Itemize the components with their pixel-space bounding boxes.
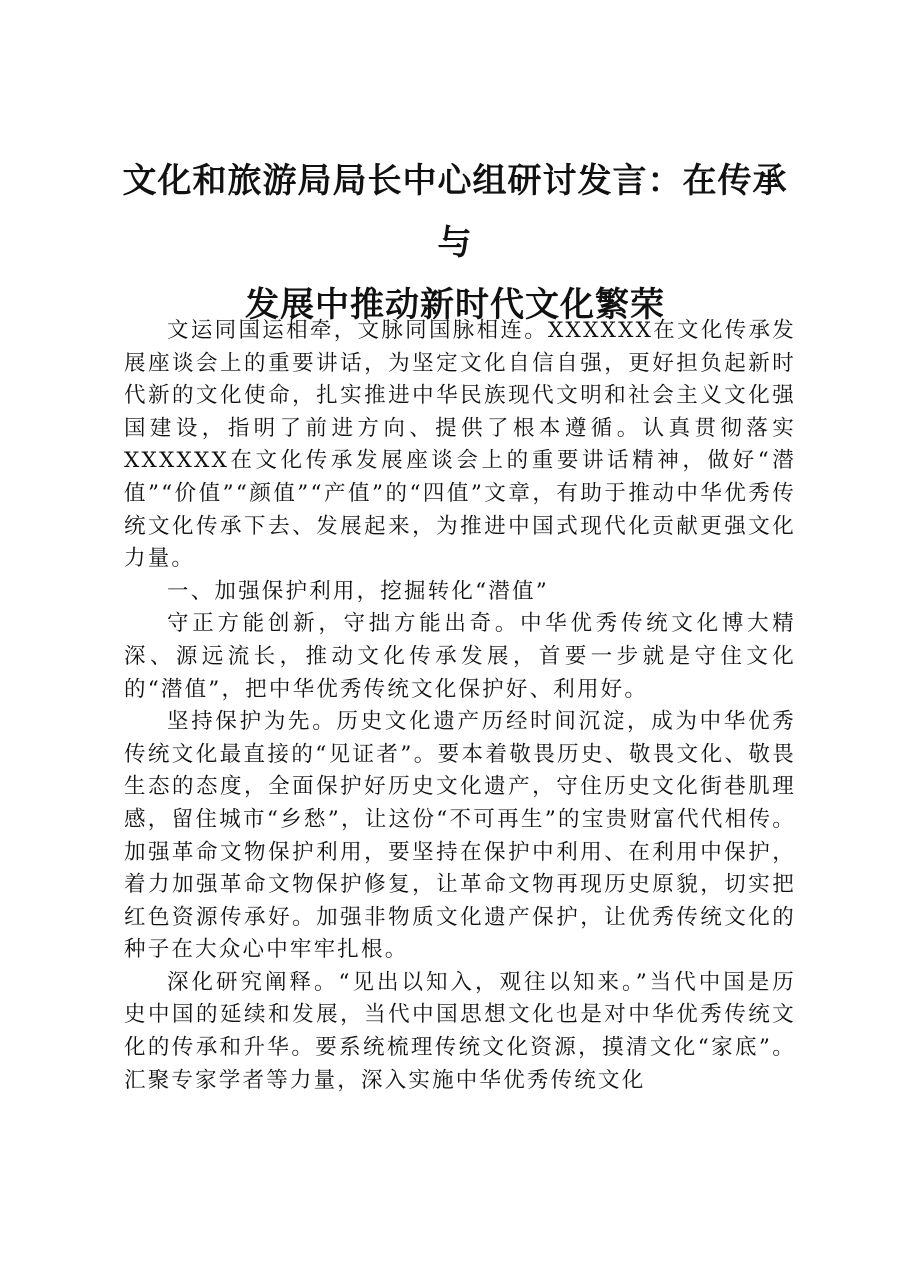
title-line-2: 发展中推动新时代文化繁荣 <box>245 285 665 325</box>
paragraph: 坚持保护为先。历史文化遗产历经时间沉淀，成为中华优秀传统文化最直接的“见证者”。要本着敬畏历史、敬畏文化、敬畏生态的态度，全面保护好历史文化遗产，守住历史文化街巷肌理感，留住城市“乡愁”，让这份“不可再生”的宝贵财富代代相传。加强革命文物保护利用，要坚持在保护中利用、在利用中保护，着力加强革命文物保护修复，让革命文物再现历史原貌，切实把红色资源传承好。加强非物质文化遗产保护，让优秀传统文化的种子在大众心中牢牢扎根。 <box>124 709 796 963</box>
paragraph: 守正方能创新，守拙方能出奇。中华优秀传统文化博大精深、源远流长，推动文化传承发展，首要一步就是守住文化的“潜值”，把中华优秀传统文化保护好、利用好。 <box>124 611 796 702</box>
document-title <box>110 150 800 336</box>
paragraph: 深化研究阐释。“见出以知入，观往以知来。”当代中国是历史中国的延续和发展，当代中国思想文化也是对中华优秀传统文化的传承和升华。要系统梳理传统文化资源，摸清文化“家底”。汇聚专家学者等力量，深入实施中华优秀传统文化 <box>124 969 796 1093</box>
title-line-1: 文化和旅游局局长中心组研讨发言：在传承与 <box>122 161 788 263</box>
paragraph-intro: 文运同国运相牵，文脉同国脉相连。XXXXXX在文化传承发展座谈会上的重要讲话，为坚定文化自信自强，更好担负起新时代新的文化使命，扎实推进中华民族现代文明和社会主义文化强国建设，指明了前进方向、提供了根本遵循。认真贯彻落实XXXXXX在文化传承发展座谈会上的重要讲话精神，做好“潜值”“价值”“颜值”“产值”的“四值”文章，有助于推动中华优秀传统文化传承下去、发展起来，为推进中国式现代化贡献更强文化力量。 <box>124 318 796 572</box>
document-body <box>124 315 796 1097</box>
section-heading-1: 一、加强保护利用，挖掘转化“潜值” <box>167 578 549 604</box>
